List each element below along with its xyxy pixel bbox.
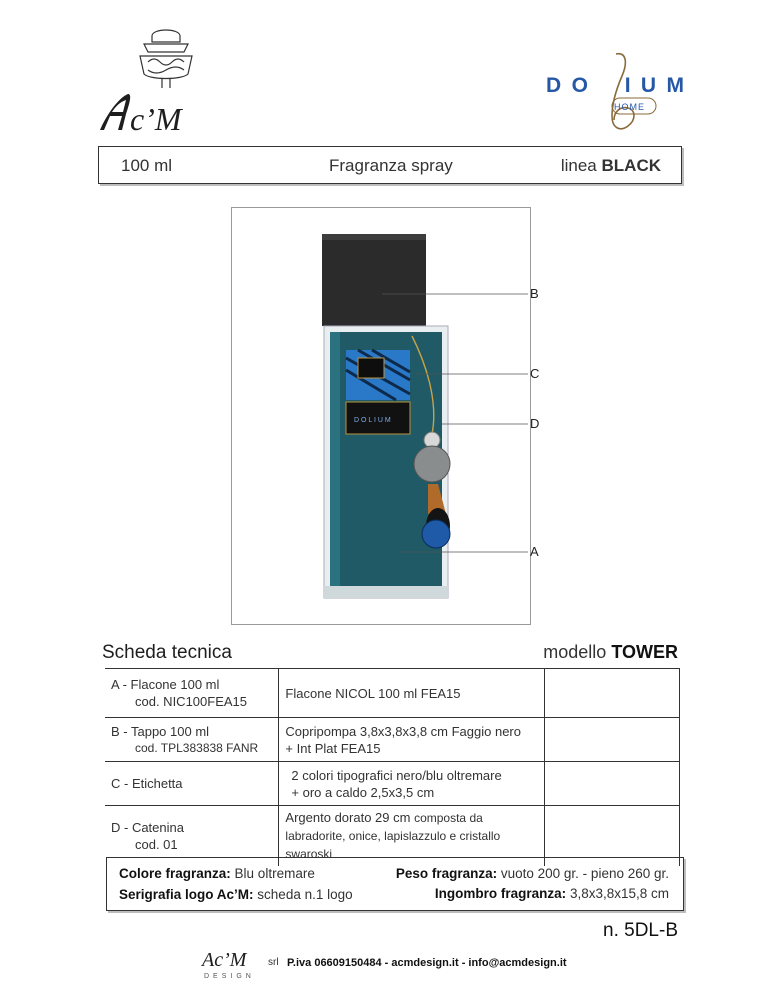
srl-label: srl [268,957,279,968]
empty-cell [545,718,680,762]
part-cell: B - Tappo 100 ml cod. TPL383838 FANR [105,718,279,762]
document-code: n. 5DL-B [603,920,678,941]
svg-text:c’M: c’M [130,101,182,137]
model-label: modello TOWER [543,642,678,662]
table-row [105,669,680,718]
acm-emblem-icon [92,22,242,140]
acm-design-logo-icon [196,948,266,980]
dolium-home-logo [546,50,686,136]
callout-d: D [530,416,540,431]
desc-cell: Argento dorato 29 cm composta da labradorite, onice, lapislazzulo e cristallo swaroski [279,806,545,867]
svg-text:Ac’M: Ac’M [202,949,247,971]
weight-info: Peso fragranza: vuoto 200 gr. - pieno 260 gr. [395,866,669,881]
part-cell: A - Flacone 100 ml cod. NIC100FEA15 [105,669,279,718]
table-row [105,762,680,806]
table-row [105,718,680,762]
acm-logo [92,22,242,140]
empty-cell [545,669,680,718]
product-type-label: Fragranza spray [329,156,453,175]
spec-table [105,668,680,866]
svg-text:DESIGN: DESIGN [204,973,255,980]
size-info: Ingombro fragranza: 3,8x3,8x15,8 cm [434,886,669,901]
footer [196,948,616,980]
dolium-home-label: HOME [614,102,645,112]
volume-label: 100 ml [121,156,173,175]
part-cell: D - Catenina cod. 01 [105,806,279,867]
color-info: Colore fragranza: Blu oltremare [119,866,315,881]
callout-a: A [530,544,539,559]
desc-cell: Flacone NICOL 100 ml FEA15 [279,669,545,718]
callout-c: C [530,366,540,381]
product-line-label: linea BLACK [560,156,661,175]
callout-b: B [530,286,539,301]
company-info: P.iva 06609150484 - acmdesign.it - info@acmdesign.it [287,957,567,969]
desc-cell: Copripompa 3,8x3,8x3,8 cm Faggio nero + Int Plat FEA15 [279,718,545,762]
part-cell: C - Etichetta [105,762,279,806]
product-header-bar [98,146,682,184]
empty-cell [545,762,680,806]
logo-info: Serigrafia logo Ac’M: scheda n.1 logo [119,887,353,902]
desc-cell: 2 colori tipografici nero/blu oltremare + oro a caldo 2,5x3,5 cm [279,762,545,806]
svg-text:D O L I U M: D O L I U M [354,417,391,424]
perfume-bottle-illustration [232,208,532,626]
dolium-wordmark: D O I U M [546,74,686,97]
fragrance-summary-box [106,857,684,911]
section-title: Scheda tecnica [102,642,232,663]
product-photo [231,207,540,625]
